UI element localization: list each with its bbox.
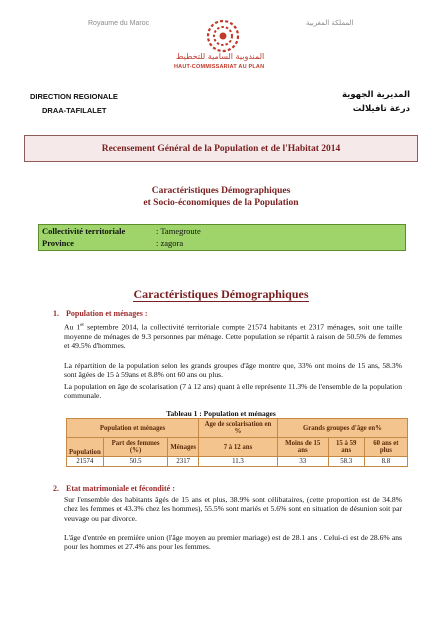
province-label: Province	[42, 238, 74, 248]
cell-15-59: 58.3	[328, 457, 364, 467]
th-part-femmes: Part des femmes (%)	[103, 438, 168, 457]
item1-paragraph2: La répartition de la population selon les grands groupes d'âge montre que, 33% ont moins de 15 ans, 58.3% sont âgées de 15 à 59ans et 8.8% ont 60 ans ou plus.	[64, 361, 402, 380]
direction-fr-line1: DIRECTION REGIONALE	[30, 92, 118, 101]
th-age-scolarisation: Age de scolarisation en %	[199, 419, 278, 438]
subtitle-line2: et Socio-économiques de la Population	[143, 198, 299, 208]
cell-7-12: 11.3	[199, 457, 278, 467]
direction-ar-line1: المديرية الجهوية	[341, 90, 410, 100]
population-table	[66, 418, 408, 467]
item1-number: 1.	[53, 309, 59, 318]
subtitle-line1: Caractéristiques Démographiques	[151, 186, 291, 196]
th-menages: Ménages	[168, 438, 199, 457]
item2-paragraph2: L'âge d'entrée en première union (l'âge moyen au premier mariage) est de 28.1 ans . Celui-ci est de 28.6% ans pour les hommes et 27.4% ans pour les femmes.	[64, 533, 402, 552]
report-title-box	[24, 135, 418, 162]
kingdom-label-ar: المملكة المغربية	[306, 19, 354, 27]
cell-moins-15: 33	[277, 457, 328, 467]
cell-part-femmes: 50.5	[103, 457, 168, 467]
cell-60-plus: 8.8	[364, 457, 407, 467]
collectivite-value: : Tamegroute	[156, 226, 201, 236]
item2-paragraph1: Sur l'ensemble des habitants âgés de 15 ans et plus, 38.9% sont célibataires, (cette proportion est de 34.8% chez les femmes et 43.3% chez les hommes), 55.5% sont mariés et 5.6% sont en situation de désunion soit par veuvage ou par divorce.	[64, 495, 402, 523]
direction-fr-line2: DRAA-TAFILALET	[42, 106, 107, 115]
table1-caption: Tableau 1 : Population et ménages	[166, 409, 276, 418]
cell-menages: 2317	[168, 457, 199, 467]
item1-paragraph1	[64, 321, 402, 351]
th-grands-groupes: Grands groupes d'âge en%	[277, 419, 407, 438]
th-population-menages: Population et ménages	[67, 419, 199, 438]
cell-population: 21574	[67, 457, 104, 467]
item1-title: Population et ménages :	[66, 309, 148, 318]
th-7-12: 7 à 12 ans	[199, 438, 278, 457]
section-title: Caractéristiques Démographiques	[133, 287, 309, 301]
org-name-ar: المندوبية السامية للتخطيط	[176, 52, 265, 61]
province-value: : zagora	[156, 238, 184, 248]
th-population: Population	[67, 438, 104, 457]
p1-text: septembre 2014, la collectivité territoriale compte 21574 habitants et 2317 ménages, soit une taille moyenne de ménages de 9.3 personnes par ménage. Cette population se répartit à raison de 50.5% de femmes et 49.5% d'hommes.	[64, 322, 402, 351]
section-title-underline	[133, 301, 309, 302]
item2-title: Etat matrimoniale et fécondité :	[66, 484, 175, 493]
p1-superscript: er	[80, 323, 85, 328]
item1-paragraph3: La population en âge de scolarisation (7 à 12 ans) quant à elle représente 11.3% de l'ensemble de la population communale.	[64, 382, 402, 401]
info-box	[38, 224, 406, 251]
table-row	[67, 457, 408, 467]
direction-ar-line2: درعة تافيلالت	[352, 104, 410, 114]
th-moins-15: Moins de 15 ans	[277, 438, 328, 457]
th-15-59: 15 à 59 ans	[328, 438, 364, 457]
p1-prefix: Au 1	[64, 322, 81, 332]
th-60-plus: 60 ans et plus	[364, 438, 407, 457]
org-name-fr: HAUT-COMMISSARIAT AU PLAN	[174, 64, 265, 70]
item2-number: 2.	[53, 484, 59, 493]
kingdom-label-fr: Royaume du Maroc	[88, 20, 150, 27]
collectivite-label: Collectivité territoriale	[42, 226, 126, 236]
report-title: Recensement Général de la Population et de l'Habitat 2014	[101, 143, 341, 154]
